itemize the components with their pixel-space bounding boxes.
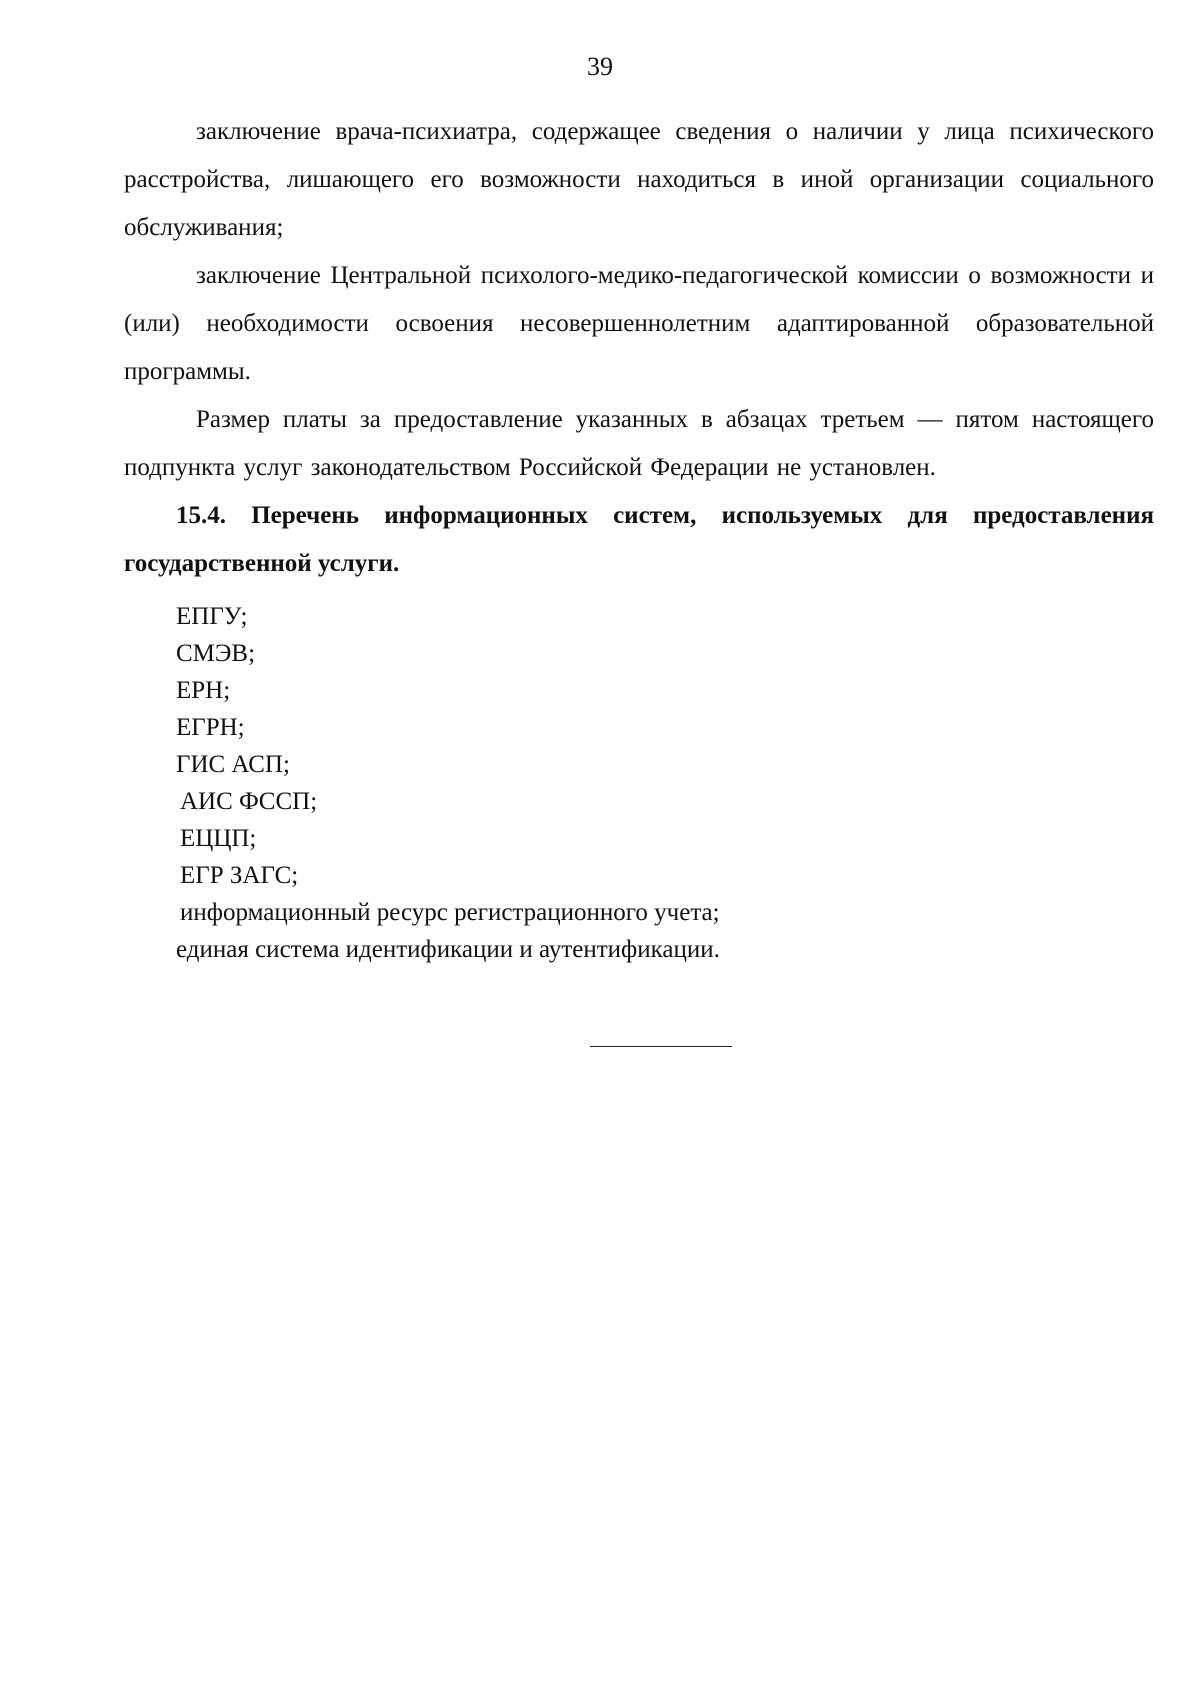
- paragraph-commission-conclusion: заключение Центральной психолого-медико-педагогической комиссии о возможности и (или) необходимости освоения несовершеннолетним адаптированной образовательной программы.: [124, 262, 1154, 385]
- list-item: ЕРН;: [176, 677, 231, 704]
- information-systems-list: [124, 598, 1154, 968]
- list-item: АИС ФССП;: [180, 788, 318, 815]
- document-body: [124, 108, 1154, 968]
- list-item: ЕГРН;: [176, 714, 245, 741]
- list-item: ЕГР ЗАГС;: [180, 862, 299, 889]
- page-number: 39: [587, 52, 613, 81]
- list-item: СМЭВ;: [176, 640, 256, 667]
- list-item: единая система идентификации и аутентификации.: [176, 936, 720, 963]
- paragraph-fee-statement: Размер платы за предоставление указанных в абзацах третьем — пятом настоящего подпункта услуг законодательством Российской Федерации не установлен.: [124, 406, 1154, 481]
- section-heading: 15.4. Перечень информационных систем, используемых для предоставления государственной услуги.: [124, 502, 1154, 577]
- list-item: ЕПГУ;: [176, 603, 248, 630]
- end-divider-line: [590, 1046, 732, 1047]
- list-item: ЕЦЦП;: [180, 825, 257, 852]
- list-item: ГИС АСП;: [176, 751, 290, 778]
- paragraph-psychiatrist-conclusion: заключение врача-психиатра, содержащее сведения о наличии у лица психического расстройства, лишающего его возможности находиться в иной организации социального обслуживания;: [124, 118, 1154, 241]
- list-item: информационный ресурс регистрационного учета;: [180, 899, 720, 926]
